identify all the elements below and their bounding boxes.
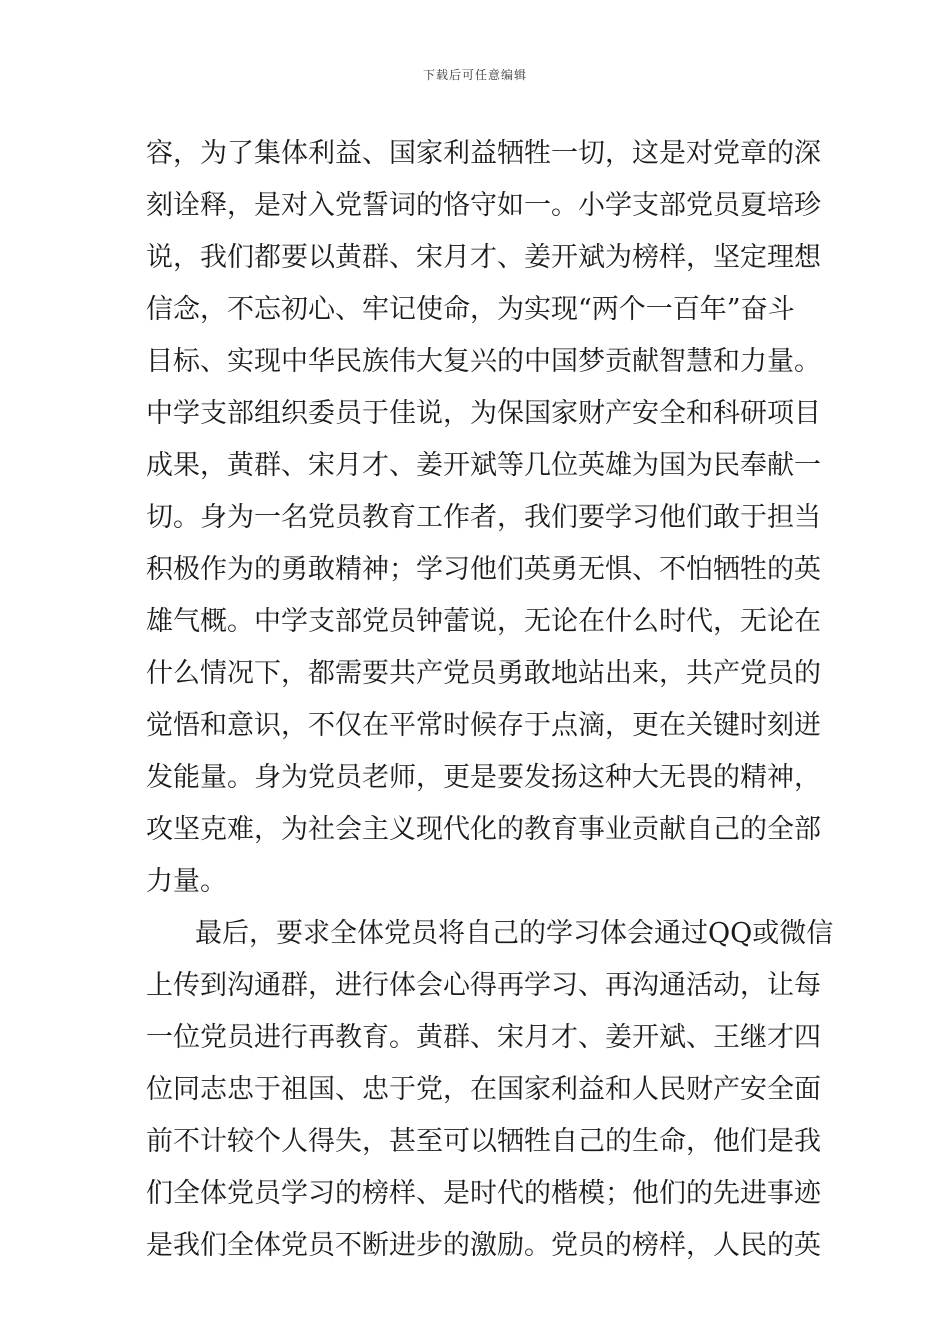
text-line: 是我们全体党员不断进步的激励。党员的榜样，人民的英 — [146, 1230, 821, 1261]
text-line: 说，我们都要以黄群、宋月才、姜开斌为榜样，坚定理想 — [146, 242, 821, 273]
text-line: 成果，黄群、宋月才、姜开斌等几位英雄为国为民奉献一 — [146, 450, 821, 481]
text-line: 什么情况下，都需要共产党员勇敢地站出来，共产党员的 — [146, 658, 821, 689]
text-line: 刻诠释，是对入党誓词的恪守如一。小学支部党员夏培珍 — [146, 190, 821, 221]
body-text — [146, 128, 834, 1272]
text-line: 一位党员进行再教育。黄群、宋月才、姜开斌、王继才四 — [146, 1022, 821, 1053]
text-line: 攻坚克难，为社会主义现代化的教育事业贡献自己的全部 — [146, 814, 821, 845]
text-line: 中学支部组织委员于佳说，为保国家财产安全和科研项目 — [146, 398, 821, 429]
text-line: 们全体党员学习的榜样、是时代的楷模；他们的先进事迹 — [146, 1178, 821, 1209]
text-line: 觉悟和意识，不仅在平常时候存于点滴，更在关键时刻迸 — [146, 710, 821, 741]
text-line: 容，为了集体利益、国家利益牺牲一切，这是对党章的深 — [146, 138, 821, 169]
text-line: 发能量。身为党员老师，更是要发扬这种大无畏的精神， — [146, 762, 821, 793]
text-line: 雄气概。中学支部党员钟蕾说，无论在什么时代，无论在 — [146, 606, 821, 637]
text-line: 目标、实现中华民族伟大复兴的中国梦贡献智慧和力量。 — [146, 346, 821, 377]
text-line: 信念，不忘初心、牢记使命，为实现“两个一百年”奋斗 — [146, 294, 795, 325]
text-line: 切。身为一名党员教育工作者，我们要学习他们敢于担当 — [146, 502, 821, 533]
paragraph-end-line: 力量。 — [146, 866, 227, 897]
text-line: 前不计较个人得失，甚至可以牺牲自己的生命，他们是我 — [146, 1126, 821, 1157]
paragraph-start-line: 最后，要求全体党员将自己的学习体会通过QQ或微信 — [195, 918, 834, 949]
page-header: 下载后可任意编辑 — [422, 68, 527, 82]
text-line: 积极作为的勇敢精神；学习他们英勇无惧、不怕牺牲的英 — [146, 554, 821, 585]
text-line: 上传到沟通群，进行体会心得再学习、再沟通活动，让每 — [146, 970, 821, 1001]
text-line: 位同志忠于祖国、忠于党，在国家利益和人民财产安全面 — [146, 1074, 821, 1105]
